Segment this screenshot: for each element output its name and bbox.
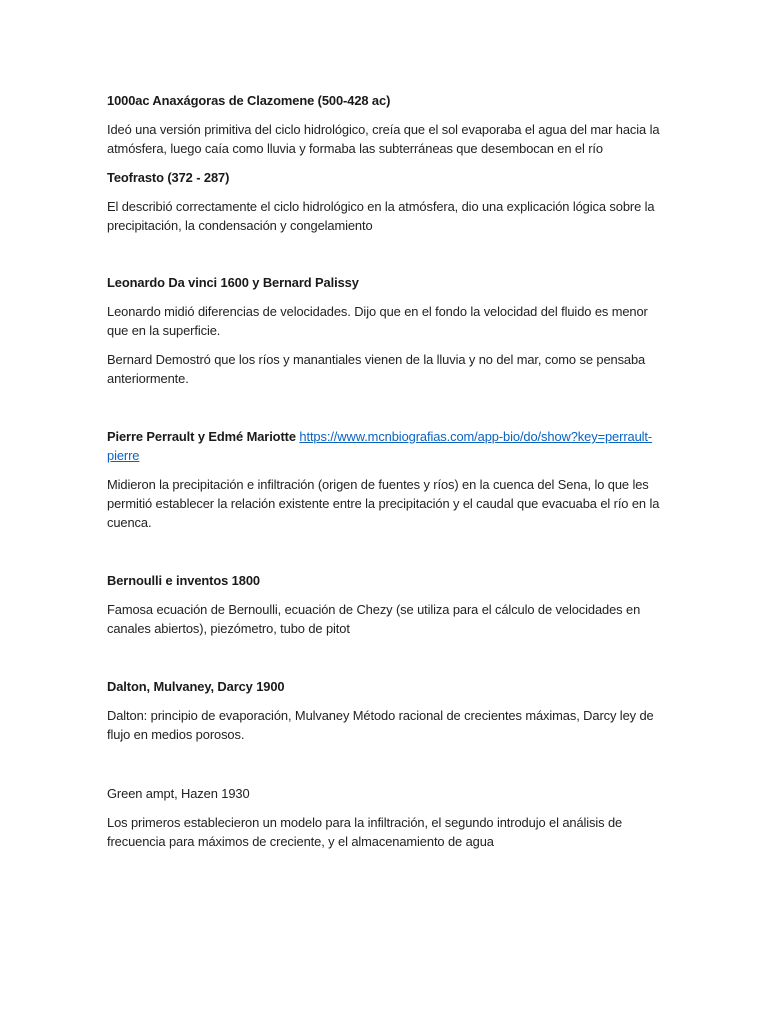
paragraph-line: que en la superficie. <box>107 323 221 338</box>
heading-teofrasto: Teofrasto (372 - 287) <box>107 170 230 185</box>
paragraph-line: Bernard Demostró que los ríos y manantiales vienen de la lluvia y no del mar, como se pensaba <box>107 352 646 367</box>
heading-dalton-mulvaney-darcy: Dalton, Mulvaney, Darcy 1900 <box>107 679 285 694</box>
heading-perrault-mariotte: Pierre Perrault y Edmé Mariotte <box>107 429 296 444</box>
heading-leonardo-palissy: Leonardo Da vinci 1600 y Bernard Palissy <box>107 275 359 290</box>
paragraph-line: El describió correctamente el ciclo hidrológico en la atmósfera, dio una explicación lógica sobre la <box>107 199 655 214</box>
biography-link[interactable]: https://www.mcnbiografias.com/app-bio/do/show?key=perrault- <box>299 429 653 444</box>
biography-link-continued[interactable]: pierre <box>107 448 140 463</box>
paragraph-line: atmósfera, luego caía como lluvia y formaba las subterráneas que desembocan en el río <box>107 141 603 156</box>
paragraph-line: precipitación, la condensación y congelamiento <box>107 218 373 233</box>
paragraph-line: Los primeros establecieron un modelo para la infiltración, el segundo introdujo el análisis de <box>107 815 623 830</box>
paragraph-line: flujo en medios porosos. <box>107 727 245 742</box>
paragraph-line: permitió establecer la relación existente entre la precipitación y el caudal que evacuaba el río en la <box>107 496 660 511</box>
paragraph-line: cuenca. <box>107 515 152 530</box>
paragraph-line: frecuencia para máximos de creciente, y el almacenamiento de agua <box>107 834 494 849</box>
paragraph-line: Midieron la precipitación e infiltración (origen de fuentes y ríos) en la cuenca del Sena, lo que les <box>107 477 649 492</box>
heading-line-perrault <box>107 427 652 446</box>
paragraph-line: Dalton: principio de evaporación, Mulvaney Método racional de crecientes máximas, Darcy ley de <box>107 708 654 723</box>
paragraph-line: canales abiertos), piezómetro, tubo de pitot <box>107 621 350 636</box>
paragraph-line: Ideó una versión primitiva del ciclo hidrológico, creía que el sol evaporaba el agua del mar hacia la <box>107 122 660 137</box>
heading-green-ampt-hazen: Green ampt, Hazen 1930 <box>107 786 250 801</box>
heading-anaxagoras: 1000ac Anaxágoras de Clazomene (500-428 ac) <box>107 93 391 108</box>
heading-bernoulli: Bernoulli e inventos 1800 <box>107 573 260 588</box>
paragraph-line: anteriormente. <box>107 371 189 386</box>
paragraph-line: Famosa ecuación de Bernoulli, ecuación de Chezy (se utiliza para el cálculo de velocidades en <box>107 602 641 617</box>
paragraph-line: Leonardo midió diferencias de velocidades. Dijo que en el fondo la velocidad del fluido es menor <box>107 304 648 319</box>
